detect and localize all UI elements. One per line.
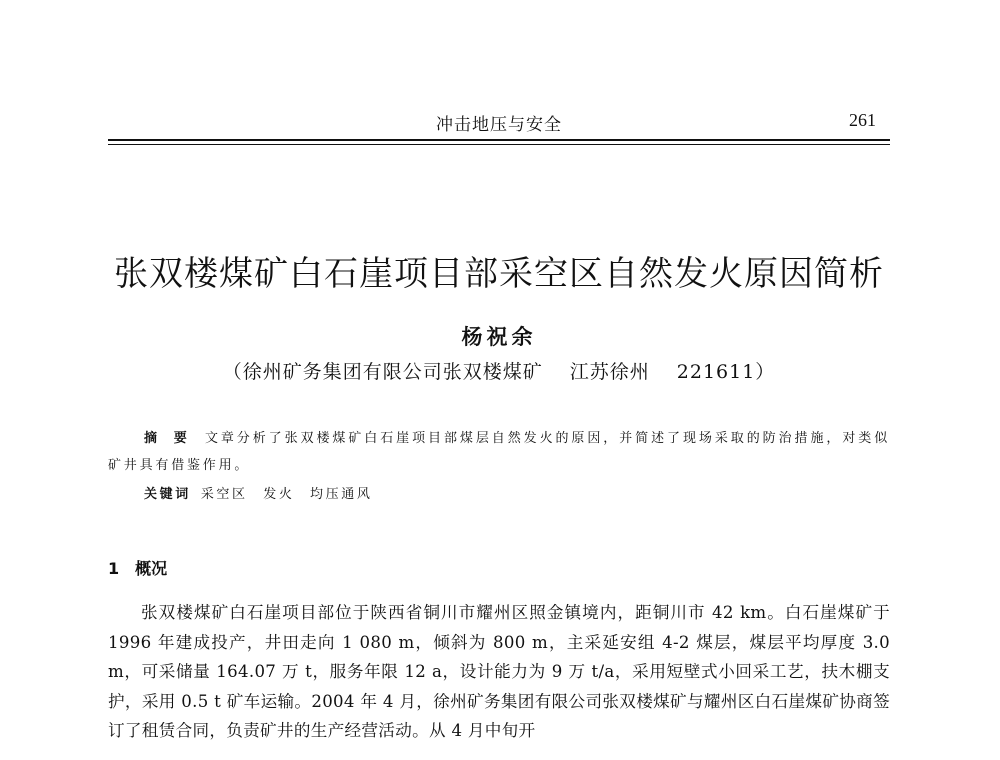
abstract-label: 摘 要 [144,431,193,446]
article-title: 张双楼煤矿白石崖项目部采空区自然发火原因简析 [114,254,884,294]
header-rule-thin [108,144,890,145]
keywords [108,481,890,508]
page-number: 261 [849,110,876,130]
keywords-text: 采空区 发火 均压通风 [200,487,373,502]
body-paragraph: 张双楼煤矿白石崖项目部位于陕西省铜川市耀州区照金镇境内，距铜川市 42 km。白石崖煤矿于 1996 年建成投产，井田走向 1 080 m，倾斜为 800 m，主采延安组 4-2 煤层，煤层平均厚度 3.0 m，可采储量 164.07 万 t，服务年限 12 a，设计能力为 9 万 t/a，采用短壁式小回采工艺，扶木棚支护，采用 0.5 t 矿车运输。2004 年 4 月，徐州矿务集团有限公司张双楼煤矿与耀州区白石崖煤矿协商签订了租赁合同，负责矿井的生产经营活动。从 4 月中旬开 [108,603,890,740]
running-head [108,106,890,136]
article-author: 杨祝余 [461,324,537,349]
abstract [108,425,890,479]
abstract-text: 文章分析了张双楼煤矿白石崖项目部煤层自然发火的原因，并简述了现场采取的防治措施，对类似矿井具有借鉴作用。 [108,431,890,473]
author-affiliation: （徐州矿务集团有限公司张双楼煤矿 江苏徐州 221611） [222,361,776,383]
section-number: 1 [108,559,120,578]
journal-name: 冲击地压与安全 [436,115,562,135]
section-title: 概况 [135,559,168,578]
section-heading [108,556,167,579]
keywords-label: 关键词 [144,487,191,502]
header-rule-thick [108,139,890,141]
